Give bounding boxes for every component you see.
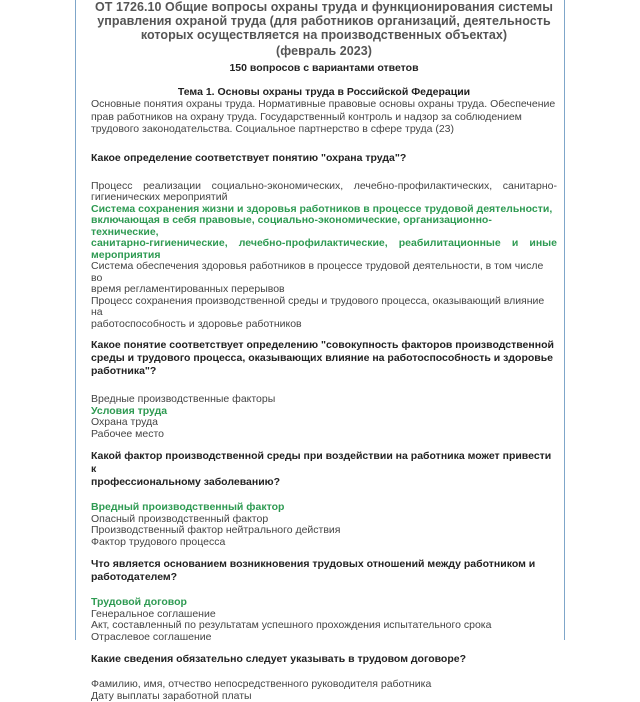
question-text	[91, 339, 557, 378]
question-block	[91, 152, 557, 331]
document-subtitle: 150 вопросов с вариантами ответов	[91, 62, 557, 74]
question-line: Какое определение соответствует понятию "охрана труда"?	[91, 152, 557, 165]
question-text	[91, 653, 557, 666]
answer-option: Производственный фактор нейтрального действия	[91, 525, 557, 537]
title-line: ОТ 1726.10 Общие вопросы охраны труда и функционирования системы	[91, 0, 557, 14]
answer-option	[91, 181, 557, 204]
question-line: Какое понятие соответствует определению "совокупность факторов производственной	[91, 339, 557, 352]
question-block	[91, 653, 557, 702]
question-line: Какой фактор производственной среды при воздействии на работника может привести к	[91, 450, 557, 476]
answer-line: работоспособность и здоровье работников	[91, 319, 557, 331]
answer-line: Система сохранения жизни и здоровья работников в процессе трудовой деятельности,	[91, 204, 557, 216]
correct-answer: Условия труда	[91, 406, 557, 418]
answer-option: Генеральное соглашение	[91, 609, 557, 621]
answer-option: Вредные производственные факторы	[91, 394, 557, 406]
document-title	[91, 0, 557, 58]
topic-heading: Тема 1. Основы охраны труда в Российской Федерации	[91, 86, 557, 98]
answer-option: Рабочее место	[91, 429, 557, 441]
question-text	[91, 558, 557, 584]
question-line: профессиональному заболеванию?	[91, 476, 557, 489]
answer-line: мероприятия	[91, 250, 557, 262]
frame-left-border	[75, 0, 76, 640]
answer-option	[91, 296, 557, 331]
answer-option: Отраслевое соглашение	[91, 632, 557, 644]
question-block	[91, 558, 557, 643]
answer-option: Дату выплаты заработной платы	[91, 691, 557, 702]
answer-option: Фамилию, имя, отчество непосредственного руководителя работника	[91, 679, 557, 691]
answer-list	[91, 597, 557, 643]
frame-right-border	[564, 0, 565, 640]
answer-option: Фактор трудового процесса	[91, 537, 557, 549]
question-line: Что является основанием возникновения трудовых отношений между работником и	[91, 558, 557, 571]
correct-answer	[91, 204, 557, 262]
title-date: (февраль 2023)	[91, 44, 557, 58]
document-body	[91, 0, 557, 702]
question-block	[91, 339, 557, 440]
question-block	[91, 450, 557, 548]
correct-answer: Вредный производственный фактор	[91, 502, 557, 514]
answer-line: время регламентированных перерывов	[91, 284, 557, 296]
answer-line: Процесс сохранения производственной среды и трудового процесса, оказывающий влияние на	[91, 296, 557, 319]
answer-option	[91, 261, 557, 296]
answer-list	[91, 181, 557, 331]
answer-option: Опасный производственный фактор	[91, 514, 557, 526]
answer-list	[91, 394, 557, 440]
answer-list	[91, 502, 557, 548]
topic-description-line: Основные понятия охраны труда. Нормативные правовые основы охраны труда. Обеспечение	[91, 98, 557, 111]
question-line: работника"?	[91, 365, 557, 378]
answer-line: Система обеспечения здоровья работников в процессе трудовой деятельности, в том числе во	[91, 261, 557, 284]
answer-line: включающая в себя правовые, социально-экономические, организационно-технические,	[91, 215, 557, 238]
title-line: управления охраной труда (для работников организаций, деятельность	[91, 14, 557, 28]
answer-list	[91, 679, 557, 702]
correct-answer: Трудовой договор	[91, 597, 557, 609]
title-line: которых осуществляется на производственных объектах)	[91, 28, 557, 42]
topic-description-line: прав работников на охрану труда. Государственный контроль и надзор за соблюдением	[91, 111, 557, 124]
topic-description	[91, 98, 557, 136]
topic-description-line: трудового законодательства. Социальное партнерство в сфере труда (23)	[91, 123, 557, 136]
question-line: среды и трудового процесса, оказывающих влияние на работоспособность и здоровье	[91, 352, 557, 365]
question-line: Какие сведения обязательно следует указывать в трудовом договоре?	[91, 653, 557, 666]
answer-line: гигиенических мероприятий	[91, 192, 557, 204]
answer-option: Акт, составленный по результатам успешного прохождения испытательного срока	[91, 620, 557, 632]
answer-option: Охрана труда	[91, 417, 557, 429]
question-line: работодателем?	[91, 571, 557, 584]
answer-line: Процесс реализации социально-экономических, лечебно-профилактических, санитарно-	[91, 181, 557, 193]
answer-line: санитарно-гигиенические, лечебно-профилактические, реабилитационные и иные	[91, 238, 557, 250]
question-text	[91, 450, 557, 489]
question-text	[91, 152, 557, 165]
